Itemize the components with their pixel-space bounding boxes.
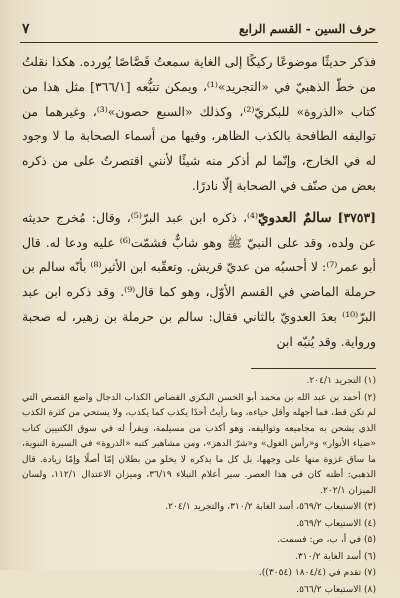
footnote: (٥) في أ، ب، ص: فسمت. xyxy=(22,533,376,549)
paragraph: فذكر حديثًا موضوعًا ركيكًا إلى الغاية سمعتُ قَصَّاصًا يُورده. هكذا نقلتُ من خطّ الذهبيّ في «التجريد»⁽¹⁾، ويمكن تتبُّعه [٣٦٦/١] مثل هذا من كتاب «الذروة» للبكريّ⁽²⁾، وكذلك «السبع حصون»⁽³⁾، وغيرهما من تواليفه الطافحة بالكذب الظاهر، وفيها من أسماء الصحابة ما لا وجود له في الخارج، وإنّما لم أذكر منه شيئًا لأنني اقتصرتُ على من ذكره بعض من صنّف في الصحابة إلّا نادرًا. xyxy=(22,50,376,199)
entry-number: [٣٧٥٣] xyxy=(338,210,376,225)
page-number: ٧ xyxy=(22,21,30,37)
footnote: (٧) تقدم في (١٨٠٤/٤ (٣٠٥٤)). xyxy=(22,566,376,582)
main-text xyxy=(22,50,376,362)
footnote: (٦) أسد الغابة ٣١٠/٢. xyxy=(22,550,376,566)
footnote: (٢) أحمد بن عبد الله بن محمد أبو الحسن البكري القصاص الكذاب الدجال واضع القصص التي لم تكن قط، فما أجهله وأقل حياءه، وما رأيتُ أحدًا يكذب كما يكذب، ولا يستحي من كثرة الكذب الذي يشحن به مجاميعه وتواليفه، وهو أكذب من مسيلمة، ويقرأ له في سوق الكتبيين كتاب «ضياء الأنوار» و«رأس الغول» و«شرّ الدهر»، ومن مشاهير كتبه «الذروة» في السيرة النبوية، ما ساق غزوة منها على وجهها، بل كل ما يذكره لا يخلو من بطلان إمّا أصلًا وإمّا زيادة. قال الذهبي: أظنه كان في هذا العصر. سير أعلام النبلاء ٣٦/١٩، وميزان الاعتدال ١١٢/١، ولسان الميزان ٢٠٢/١. xyxy=(22,391,376,500)
footnotes xyxy=(22,374,376,564)
running-title: حرف السين - القسم الرابع xyxy=(239,22,376,36)
header-rule xyxy=(20,42,378,43)
footnote: (٨) الاستيعاب ٥٦٦/٢. xyxy=(22,583,376,598)
footnotes-rule xyxy=(251,368,376,369)
entry-name: سالمٌ العدويّ xyxy=(258,210,331,226)
page-header xyxy=(22,18,376,40)
entry-paragraph xyxy=(22,206,376,355)
footnote: (٤) الاستيعاب ٥٦٩/٢. xyxy=(22,517,376,533)
entry-text: ، ذكره ابن عبد البرّ⁽⁵⁾، وقال: مُخرج حديثه عن ولده، وقد على النبيّ ﷺ وهو شابٌّ فشمّت⁽⁶⁾ عليه ودعا له. قال أبو عمر⁽⁷⁾: لا أحسبُه من عديّ قريش. وتعقّبه ابن الأثير⁽⁸⁾ بأنّه سالم بن حرملة الماضي في القسم الأوّل، وهو كما قال⁽⁹⁾. وقد ذكره ابن عبد البرّ⁽¹⁰⁾ بعدَ العدويّ بالثاني فقال: سالم بن حرملة بن زهير، له صحبة ورواية. وقد يُنبّه ابن xyxy=(22,210,376,349)
footnote: (١) التجريد ٢٠٤/١. xyxy=(22,374,376,390)
footnote: (٣) الاستيعاب ٥٦٩/٢، أسد الغابة ٣١٠/٢، والتجريد ٢٠٤/١. xyxy=(22,500,376,516)
entry-footnote-mark: ⁽⁴⁾ xyxy=(247,210,258,225)
